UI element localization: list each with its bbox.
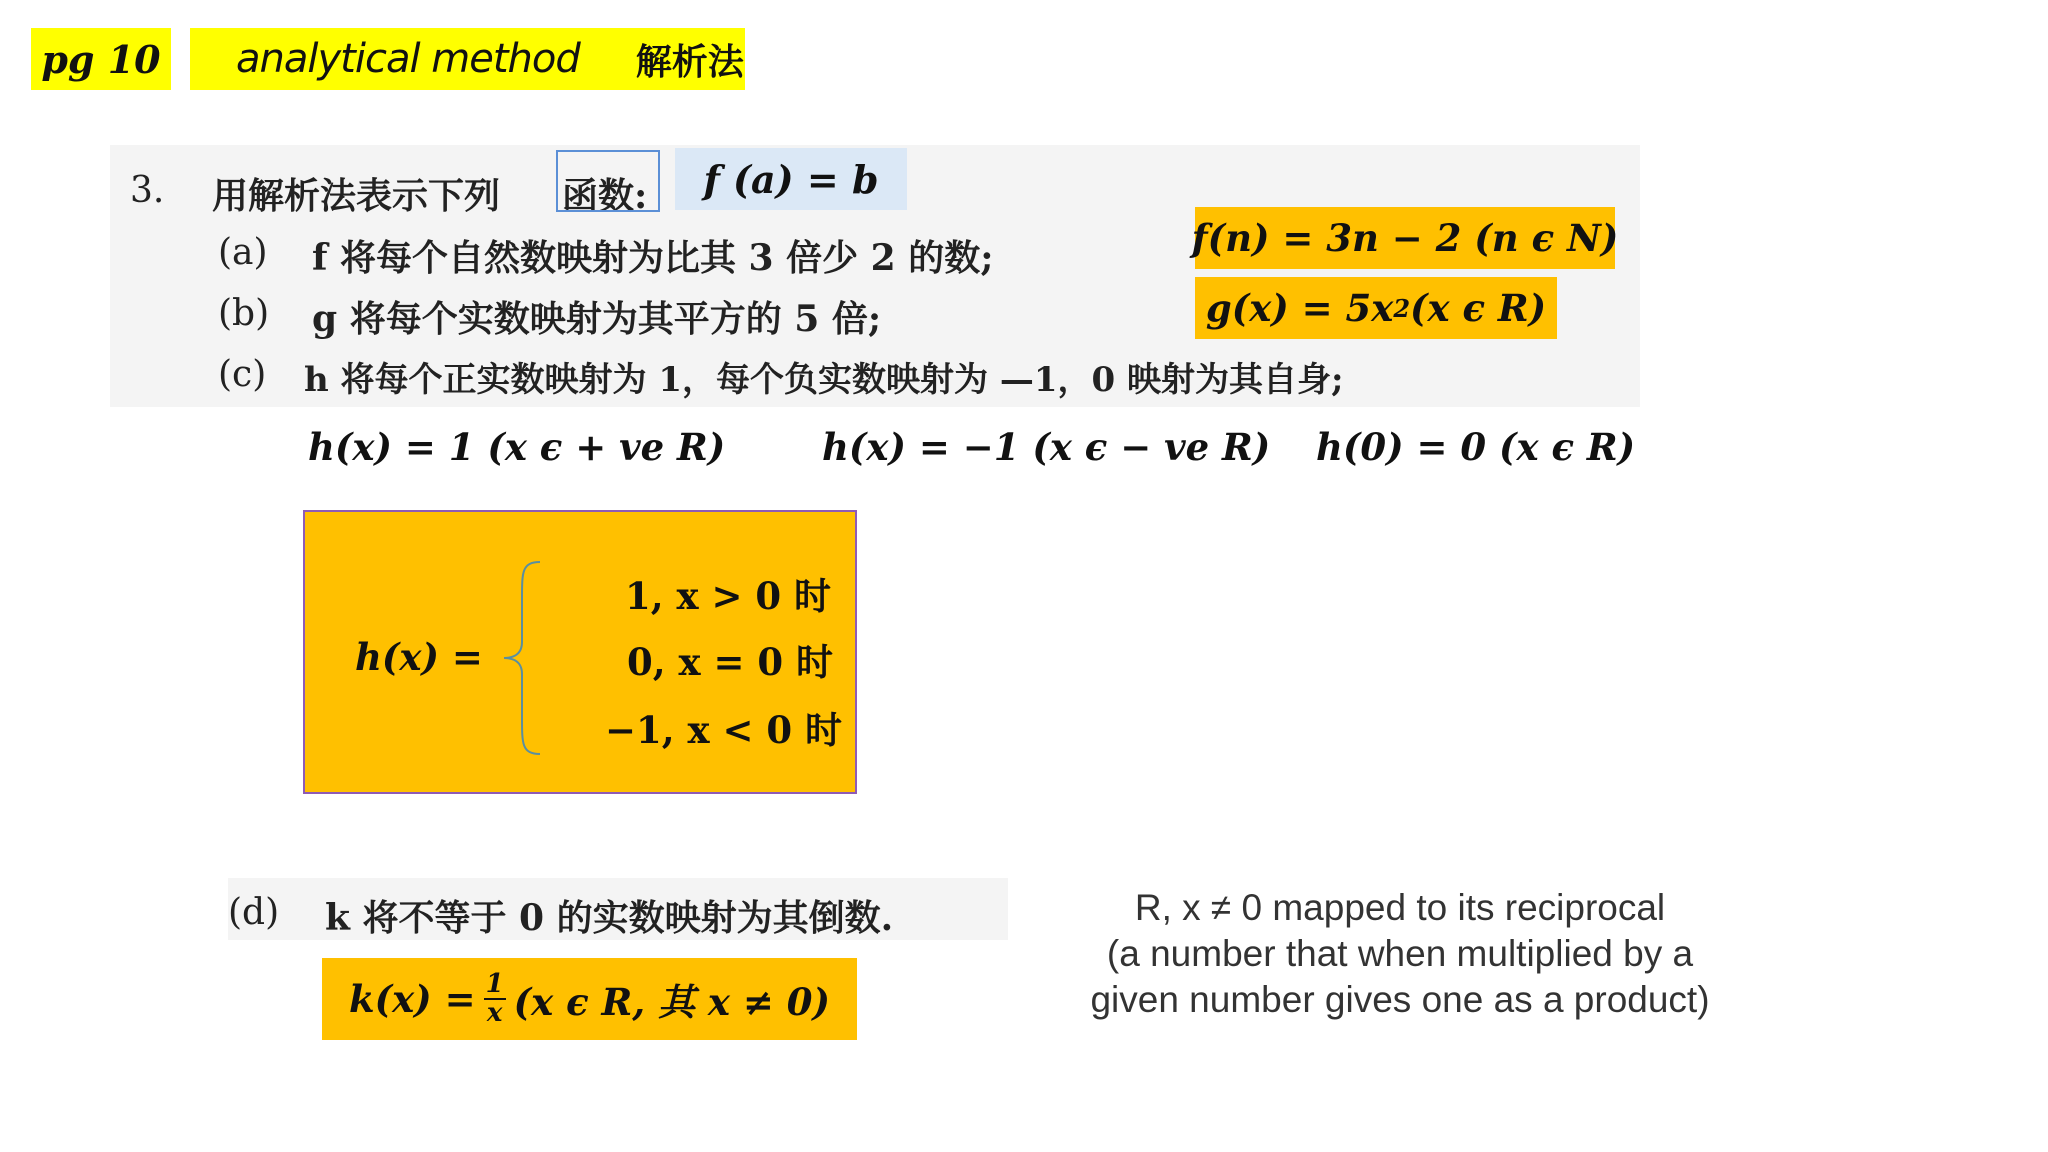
item-c-text: h 将每个正实数映射为 1，每个负实数映射为 —1，0 映射为其自身; xyxy=(304,360,1344,400)
function-notation xyxy=(675,148,907,210)
highlight-box xyxy=(556,150,660,212)
page-label xyxy=(31,28,171,90)
piecewise-lhs: h(x) = xyxy=(355,635,483,679)
answer-b-text: g(x) = 5x xyxy=(1205,286,1394,330)
fraction-numerator: 1 xyxy=(485,968,504,999)
answer-d-domain: (x ϵ R, 其 x ≠ 0) xyxy=(513,980,830,1024)
answer-b xyxy=(1195,277,1557,339)
method-title xyxy=(190,28,745,90)
answer-d xyxy=(322,958,857,1040)
piecewise-box xyxy=(303,510,857,794)
item-d-label: (d) xyxy=(228,892,280,933)
piecewise-case-zero: 0, x = 0 时 xyxy=(627,640,833,684)
method-title-en: analytical method xyxy=(236,36,580,82)
note-line: (a number that when multiplied by a xyxy=(1106,933,1694,974)
reciprocal-fraction xyxy=(484,968,506,1028)
page-label-text: pg 10 xyxy=(41,36,161,82)
reciprocal-note xyxy=(1050,885,1750,1023)
piecewise-case-negative: −1, x < 0 时 xyxy=(605,708,842,752)
item-b-label: (b) xyxy=(218,293,270,334)
item-c-label: (c) xyxy=(218,354,267,395)
piecewise-case-positive: 1, x > 0 时 xyxy=(625,574,831,618)
answer-b-exponent: 2 xyxy=(1393,293,1411,323)
answer-c-positive: h(x) = 1 (x ϵ + ve R) xyxy=(308,425,726,469)
item-a-label: (a) xyxy=(218,232,268,273)
answer-c-zero: h(0) = 0 (x ϵ R) xyxy=(1316,425,1636,469)
answer-b-domain: (x ϵ R) xyxy=(1410,286,1547,330)
question-prompt: 用解析法表示下列 xyxy=(212,175,501,217)
answer-d-lhs: k(x) = xyxy=(348,977,476,1021)
answer-a-text: f(n) = 3n − 2 (n ϵ N) xyxy=(1191,216,1619,260)
curly-brace xyxy=(500,558,550,758)
method-title-zh: 解析法 xyxy=(635,41,744,83)
function-notation-text: f (a) = b xyxy=(703,156,879,202)
question-prompt-word: 函数: xyxy=(562,175,648,217)
item-d-text: k 将不等于 0 的实数映射为其倒数. xyxy=(325,897,894,939)
answer-a xyxy=(1191,207,1619,269)
question-number: 3. xyxy=(130,170,165,211)
fraction-denominator: x xyxy=(486,998,503,1028)
item-a-text: f 将每个自然数映射为比其 3 倍少 2 的数; xyxy=(312,237,994,279)
note-line: R, x ≠ 0 mapped to its reciprocal xyxy=(1134,887,1666,928)
note-line: given number gives one as a product) xyxy=(1090,979,1710,1020)
item-b-text: g 将每个实数映射为其平方的 5 倍; xyxy=(312,298,882,340)
answer-c-negative: h(x) = −1 (x ϵ − ve R) xyxy=(822,425,1271,469)
